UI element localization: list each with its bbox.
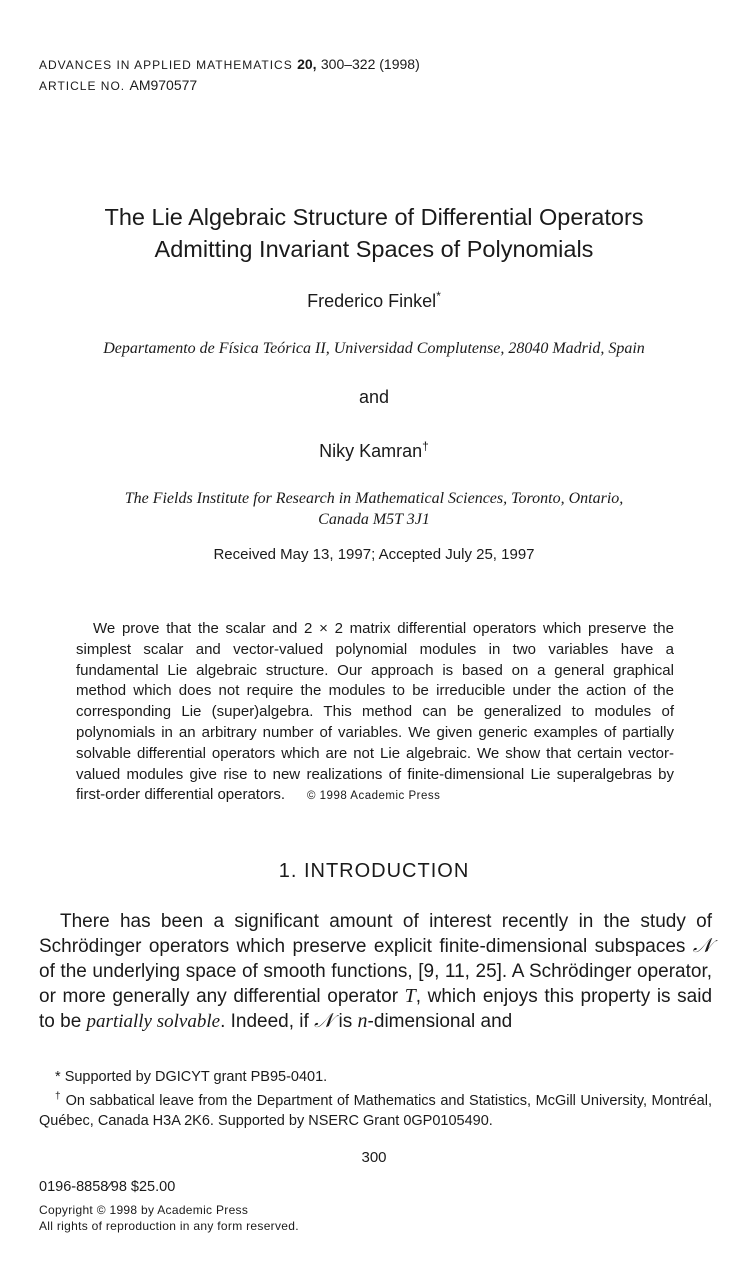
author-2-name: Niky Kamran: [319, 441, 423, 461]
footnote-2-text: On sabbatical leave from the Department of Mathematics and Statistics, McGill University, Montréal, Québec, Canada H3A 2K6. Supported by NSERC Grant 0GP0105490.: [39, 1092, 712, 1129]
paper-title: [0, 201, 748, 265]
footnote-1-text: Supported by DGICYT grant PB95-0401.: [64, 1069, 328, 1085]
emphasis-partially-solvable: partially solvable: [86, 1011, 221, 1032]
received-dates: Received May 13, 1997; Accepted July 25, 1997: [213, 546, 535, 563]
article-label: ARTICLE NO.: [39, 79, 126, 93]
author-1-mark: *: [436, 289, 441, 303]
intro-text-4: . Indeed, if: [220, 1011, 309, 1032]
article-number: AM970577: [129, 77, 198, 93]
abstract: [76, 619, 674, 807]
author-1-name: Frederico Finkel: [307, 291, 437, 311]
abstract-copyright: © 1998 Academic Press: [306, 790, 441, 803]
intro-text-5: is: [338, 1011, 353, 1032]
author-1-affiliation: Departamento de Física Teórica II, Universidad Complutense, 28040 Madrid, Spain: [103, 340, 645, 357]
symbol-n: n: [357, 1010, 368, 1032]
journal-volume: 20,: [297, 56, 317, 72]
page-number: 300: [361, 1149, 387, 1166]
footnote-1-mark: *: [55, 1069, 61, 1085]
intro-text-1: There has been a significant amount of interest recently in the study of Schrödinger operators which preserve explicit finite-dimensional subspaces: [39, 911, 712, 957]
title-line-1: The Lie Algebraic Structure of Differential Operators: [104, 204, 644, 230]
author-1: [0, 289, 748, 312]
section-heading: 1. INTRODUCTION: [278, 860, 470, 882]
author-2: [0, 439, 748, 462]
footnote-2-mark: †: [55, 1091, 62, 1102]
intro-paragraph: [39, 909, 712, 1034]
footnote-1: [39, 1067, 712, 1087]
rights-reserved: All rights of reproduction in any form reserved.: [39, 1219, 299, 1233]
bottom-copyright: Copyright © 1998 by Academic Press: [39, 1203, 249, 1217]
symbol-N: 𝒩: [692, 935, 712, 957]
intro-text-2: of the underlying space of smooth functions, [9, 11, 25]. A Schrödinger operator, or more generally any differential operator: [39, 961, 712, 1007]
journal-header: [39, 54, 420, 75]
intro-text-6: -dimensional and: [367, 1011, 513, 1032]
symbol-T: T: [404, 985, 416, 1007]
author-2-mark: †: [422, 439, 429, 453]
symbol-N-2: 𝒩: [314, 1010, 334, 1032]
author-2-affiliation-line-2: Canada M5T 3J1: [318, 511, 430, 528]
author-2-affiliation-line-1: The Fields Institute for Research in Mathematical Sciences, Toronto, Ontario,: [124, 490, 624, 507]
title-line-2: Admitting Invariant Spaces of Polynomials: [154, 236, 594, 262]
footnote-2: [39, 1087, 712, 1131]
article-number-line: [39, 75, 197, 96]
journal-pages-year: 300–322 (1998): [320, 56, 420, 72]
intro-text-3: , which enjoys this property is said to be: [39, 986, 713, 1032]
author-2-affiliation: [60, 488, 688, 530]
journal-name: ADVANCES IN APPLIED MATHEMATICS: [39, 58, 293, 72]
abstract-text: We prove that the scalar and 2 × 2 matrix differential operators which preserve the simplest scalar and vector-valued polynomial modules in two variables have a fundamental Lie algebraic structure. Our approach is based on a general graphical method which does not require the modules to be irreducible under the action of the corresponding Lie (super)algebra. This method can be generalized to modules of polynomials in an arbitrary number of variables. We given generic examples of partially solvable differential operators which are not Lie algebraic. We show that certain vector-valued modules give rise to new realizations of finite-dimensional Lie superalgebras by first-order differential operators.: [76, 620, 674, 804]
and-text: and: [358, 387, 390, 407]
issn-price: 0196-8858⁄98 $25.00: [39, 1179, 176, 1195]
